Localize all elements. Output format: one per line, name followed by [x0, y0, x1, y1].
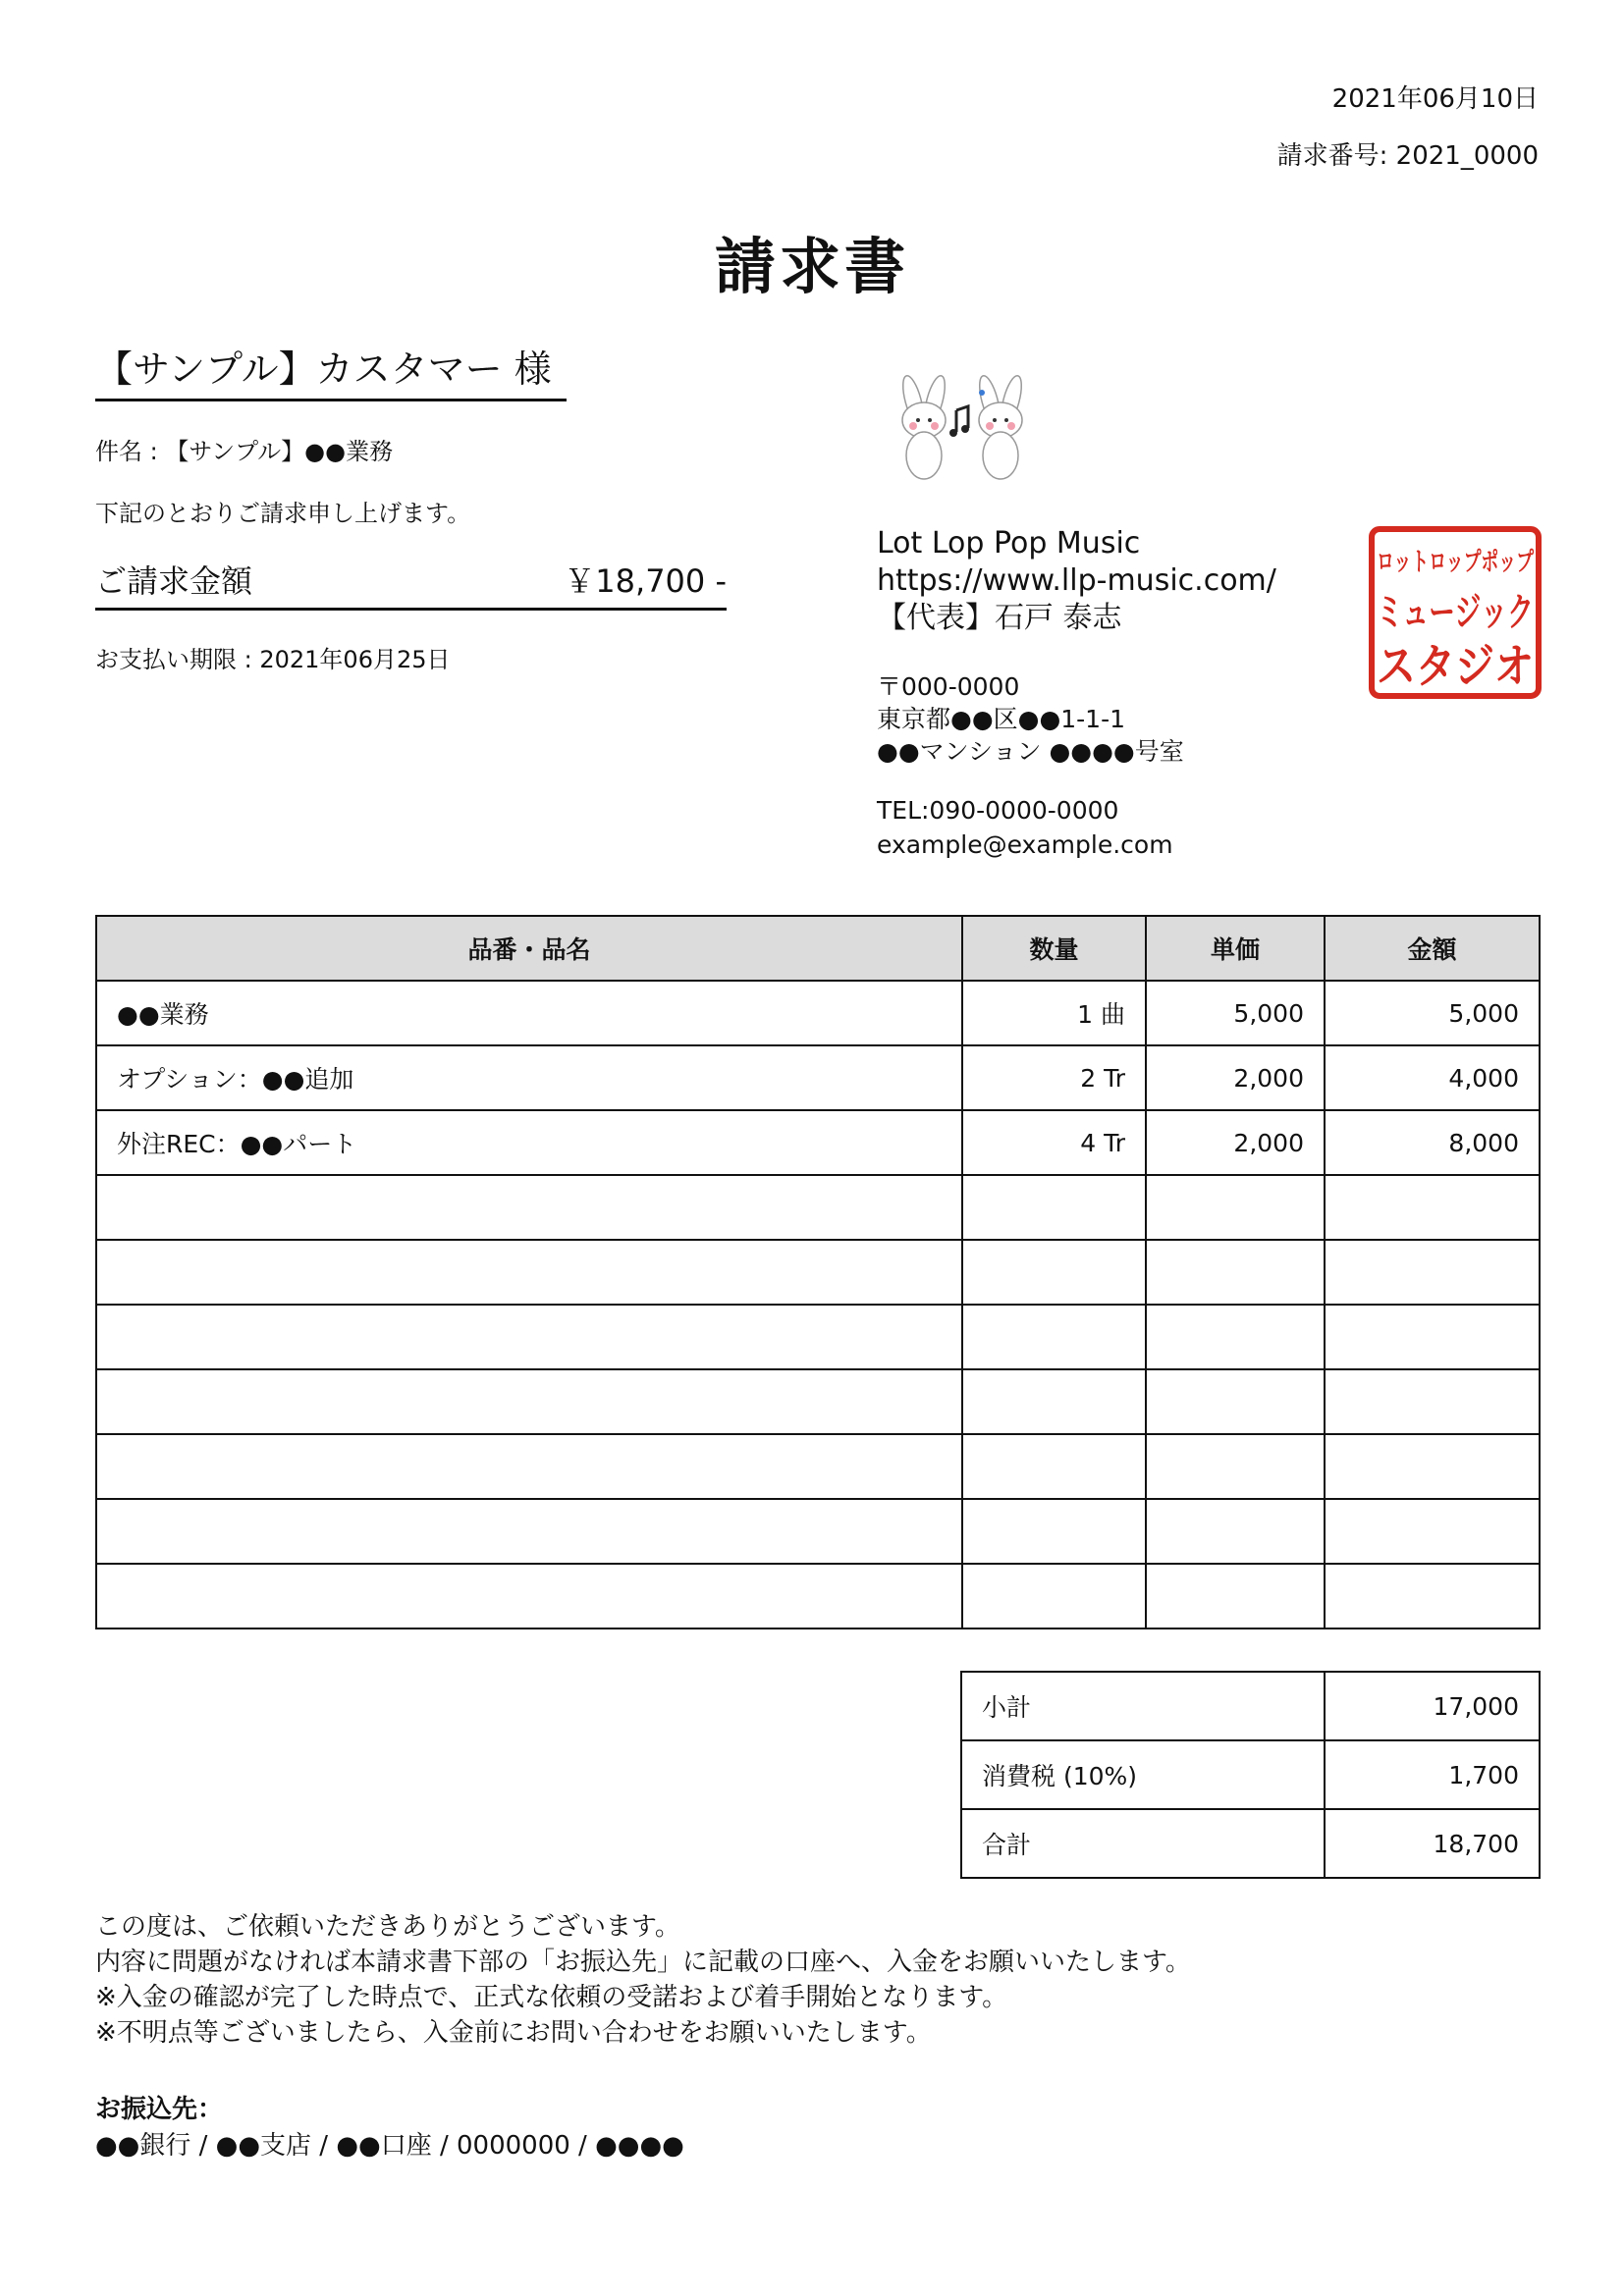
note-line: ※入金の確認が完了した時点で、正式な依頼の受諾および着手開始となります。	[95, 1983, 1008, 2012]
invoice-number: 請求番号: 2021_0000	[1276, 141, 1539, 171]
subject: 件名 : 【サンプル】●●業務	[95, 438, 394, 465]
billing-amount-value: ￥18,700 -	[564, 562, 727, 600]
page-title: 請求書	[714, 231, 909, 302]
item-unit-price	[1146, 1240, 1325, 1305]
table-row	[96, 1305, 1540, 1369]
item-qty	[962, 1240, 1146, 1305]
postal-code: 〒000-0000	[877, 672, 1020, 701]
item-qty: 1 曲	[962, 981, 1146, 1045]
table-row	[96, 1434, 1540, 1499]
item-name: ●●業務	[96, 981, 962, 1045]
seal-line-2: ミュージック	[1377, 590, 1534, 635]
note-line: ※不明点等ございましたら、入金前にお問い合わせをお願いいたします。	[95, 2018, 932, 2048]
item-qty: 2 Tr	[962, 1045, 1146, 1110]
item-unit-price: 5,000	[1146, 981, 1325, 1045]
item-amount	[1325, 1434, 1540, 1499]
tax-value: 1,700	[1325, 1740, 1540, 1809]
note-line: この度は、ご依頼いただきありがとうございます。	[95, 1912, 680, 1942]
table-row	[96, 1499, 1540, 1564]
company-name: Lot Lop Pop Music	[877, 526, 1141, 561]
company-representative: 【代表】石戸 泰志	[877, 601, 1122, 635]
items-header-row	[96, 916, 1540, 981]
items-table	[95, 915, 1541, 1629]
table-row	[96, 1369, 1540, 1434]
subtotal-value: 17,000	[1325, 1672, 1540, 1740]
item-name	[96, 1564, 962, 1629]
item-unit-price	[1146, 1369, 1325, 1434]
item-amount: 5,000	[1325, 981, 1540, 1045]
item-amount	[1325, 1175, 1540, 1240]
intro-text: 下記のとおりご請求申し上げます。	[95, 500, 471, 527]
item-qty	[962, 1434, 1146, 1499]
issuer-block	[877, 525, 1276, 637]
tax-row	[961, 1740, 1540, 1809]
tax-label: 消費税 (10%)	[961, 1740, 1325, 1809]
item-qty: 4 Tr	[962, 1110, 1146, 1175]
bank-label: お振込先：	[95, 2095, 224, 2124]
bank-details: ●●銀行 / ●●支店 / ●●口座 / 0000000 / ●●●●	[95, 2131, 684, 2161]
item-qty	[962, 1305, 1146, 1369]
address-line-2: ●●マンション ●●●●号室	[877, 737, 1184, 766]
item-unit-price: 2,000	[1146, 1045, 1325, 1110]
header-quantity: 数量	[962, 916, 1146, 981]
email: example@example.com	[877, 830, 1173, 859]
item-unit-price	[1146, 1499, 1325, 1564]
billing-amount-row	[95, 557, 727, 611]
customer-name: 【サンプル】カスタマー 様	[95, 339, 567, 401]
item-name	[96, 1240, 962, 1305]
header-amount: 金額	[1325, 916, 1540, 981]
item-unit-price	[1146, 1175, 1325, 1240]
subtotal-row	[961, 1672, 1540, 1740]
item-unit-price	[1146, 1434, 1325, 1499]
item-amount: 4,000	[1325, 1045, 1540, 1110]
table-row	[96, 1045, 1540, 1110]
seal-line-1: ロットロップポップ	[1377, 548, 1535, 577]
item-name	[96, 1369, 962, 1434]
table-row	[96, 981, 1540, 1045]
item-qty	[962, 1564, 1146, 1629]
subtotal-label: 小計	[961, 1672, 1325, 1740]
item-amount	[1325, 1499, 1540, 1564]
item-qty	[962, 1369, 1146, 1434]
issuer-contact	[877, 793, 1173, 862]
item-unit-price	[1146, 1564, 1325, 1629]
company-seal	[1368, 525, 1543, 700]
item-name	[96, 1175, 962, 1240]
item-name	[96, 1499, 962, 1564]
address-line-1: 東京都●●区●●1-1-1	[877, 705, 1126, 733]
notes	[95, 1909, 1191, 2051]
item-amount	[1325, 1369, 1540, 1434]
totals-table	[960, 1671, 1541, 1879]
item-name: オプション：●●追加	[96, 1045, 962, 1110]
item-name	[96, 1305, 962, 1369]
issue-date: 2021年06月10日	[1331, 84, 1539, 114]
total-value: 18,700	[1325, 1809, 1540, 1878]
item-name	[96, 1434, 962, 1499]
table-row	[96, 1240, 1540, 1305]
header-unit-price: 単価	[1146, 916, 1325, 981]
rabbit-mascot-logo	[884, 371, 1041, 484]
seal-line-3: スタジオ	[1377, 639, 1534, 694]
total-row	[961, 1809, 1540, 1878]
item-amount	[1325, 1305, 1540, 1369]
phone: TEL:090-0000-0000	[877, 796, 1119, 825]
billing-amount-label: ご請求金額	[95, 562, 253, 600]
item-amount: 8,000	[1325, 1110, 1540, 1175]
total-label: 合計	[961, 1809, 1325, 1878]
table-row	[96, 1564, 1540, 1629]
item-unit-price	[1146, 1305, 1325, 1369]
issuer-address	[877, 670, 1184, 768]
company-url: https://www.llp-music.com/	[877, 563, 1276, 598]
item-amount	[1325, 1564, 1540, 1629]
note-line: 内容に問題がなければ本請求書下部の「お振込先」に記載の口座へ、入金をお願いいたします。	[95, 1948, 1191, 1977]
item-qty	[962, 1175, 1146, 1240]
header-item-name: 品番・品名	[96, 916, 962, 981]
item-amount	[1325, 1240, 1540, 1305]
item-name: 外注REC：●●パート	[96, 1110, 962, 1175]
item-qty	[962, 1499, 1146, 1564]
item-unit-price: 2,000	[1146, 1110, 1325, 1175]
table-row	[96, 1175, 1540, 1240]
payment-due: お支払い期限 : 2021年06月25日	[95, 646, 451, 673]
table-row	[96, 1110, 1540, 1175]
